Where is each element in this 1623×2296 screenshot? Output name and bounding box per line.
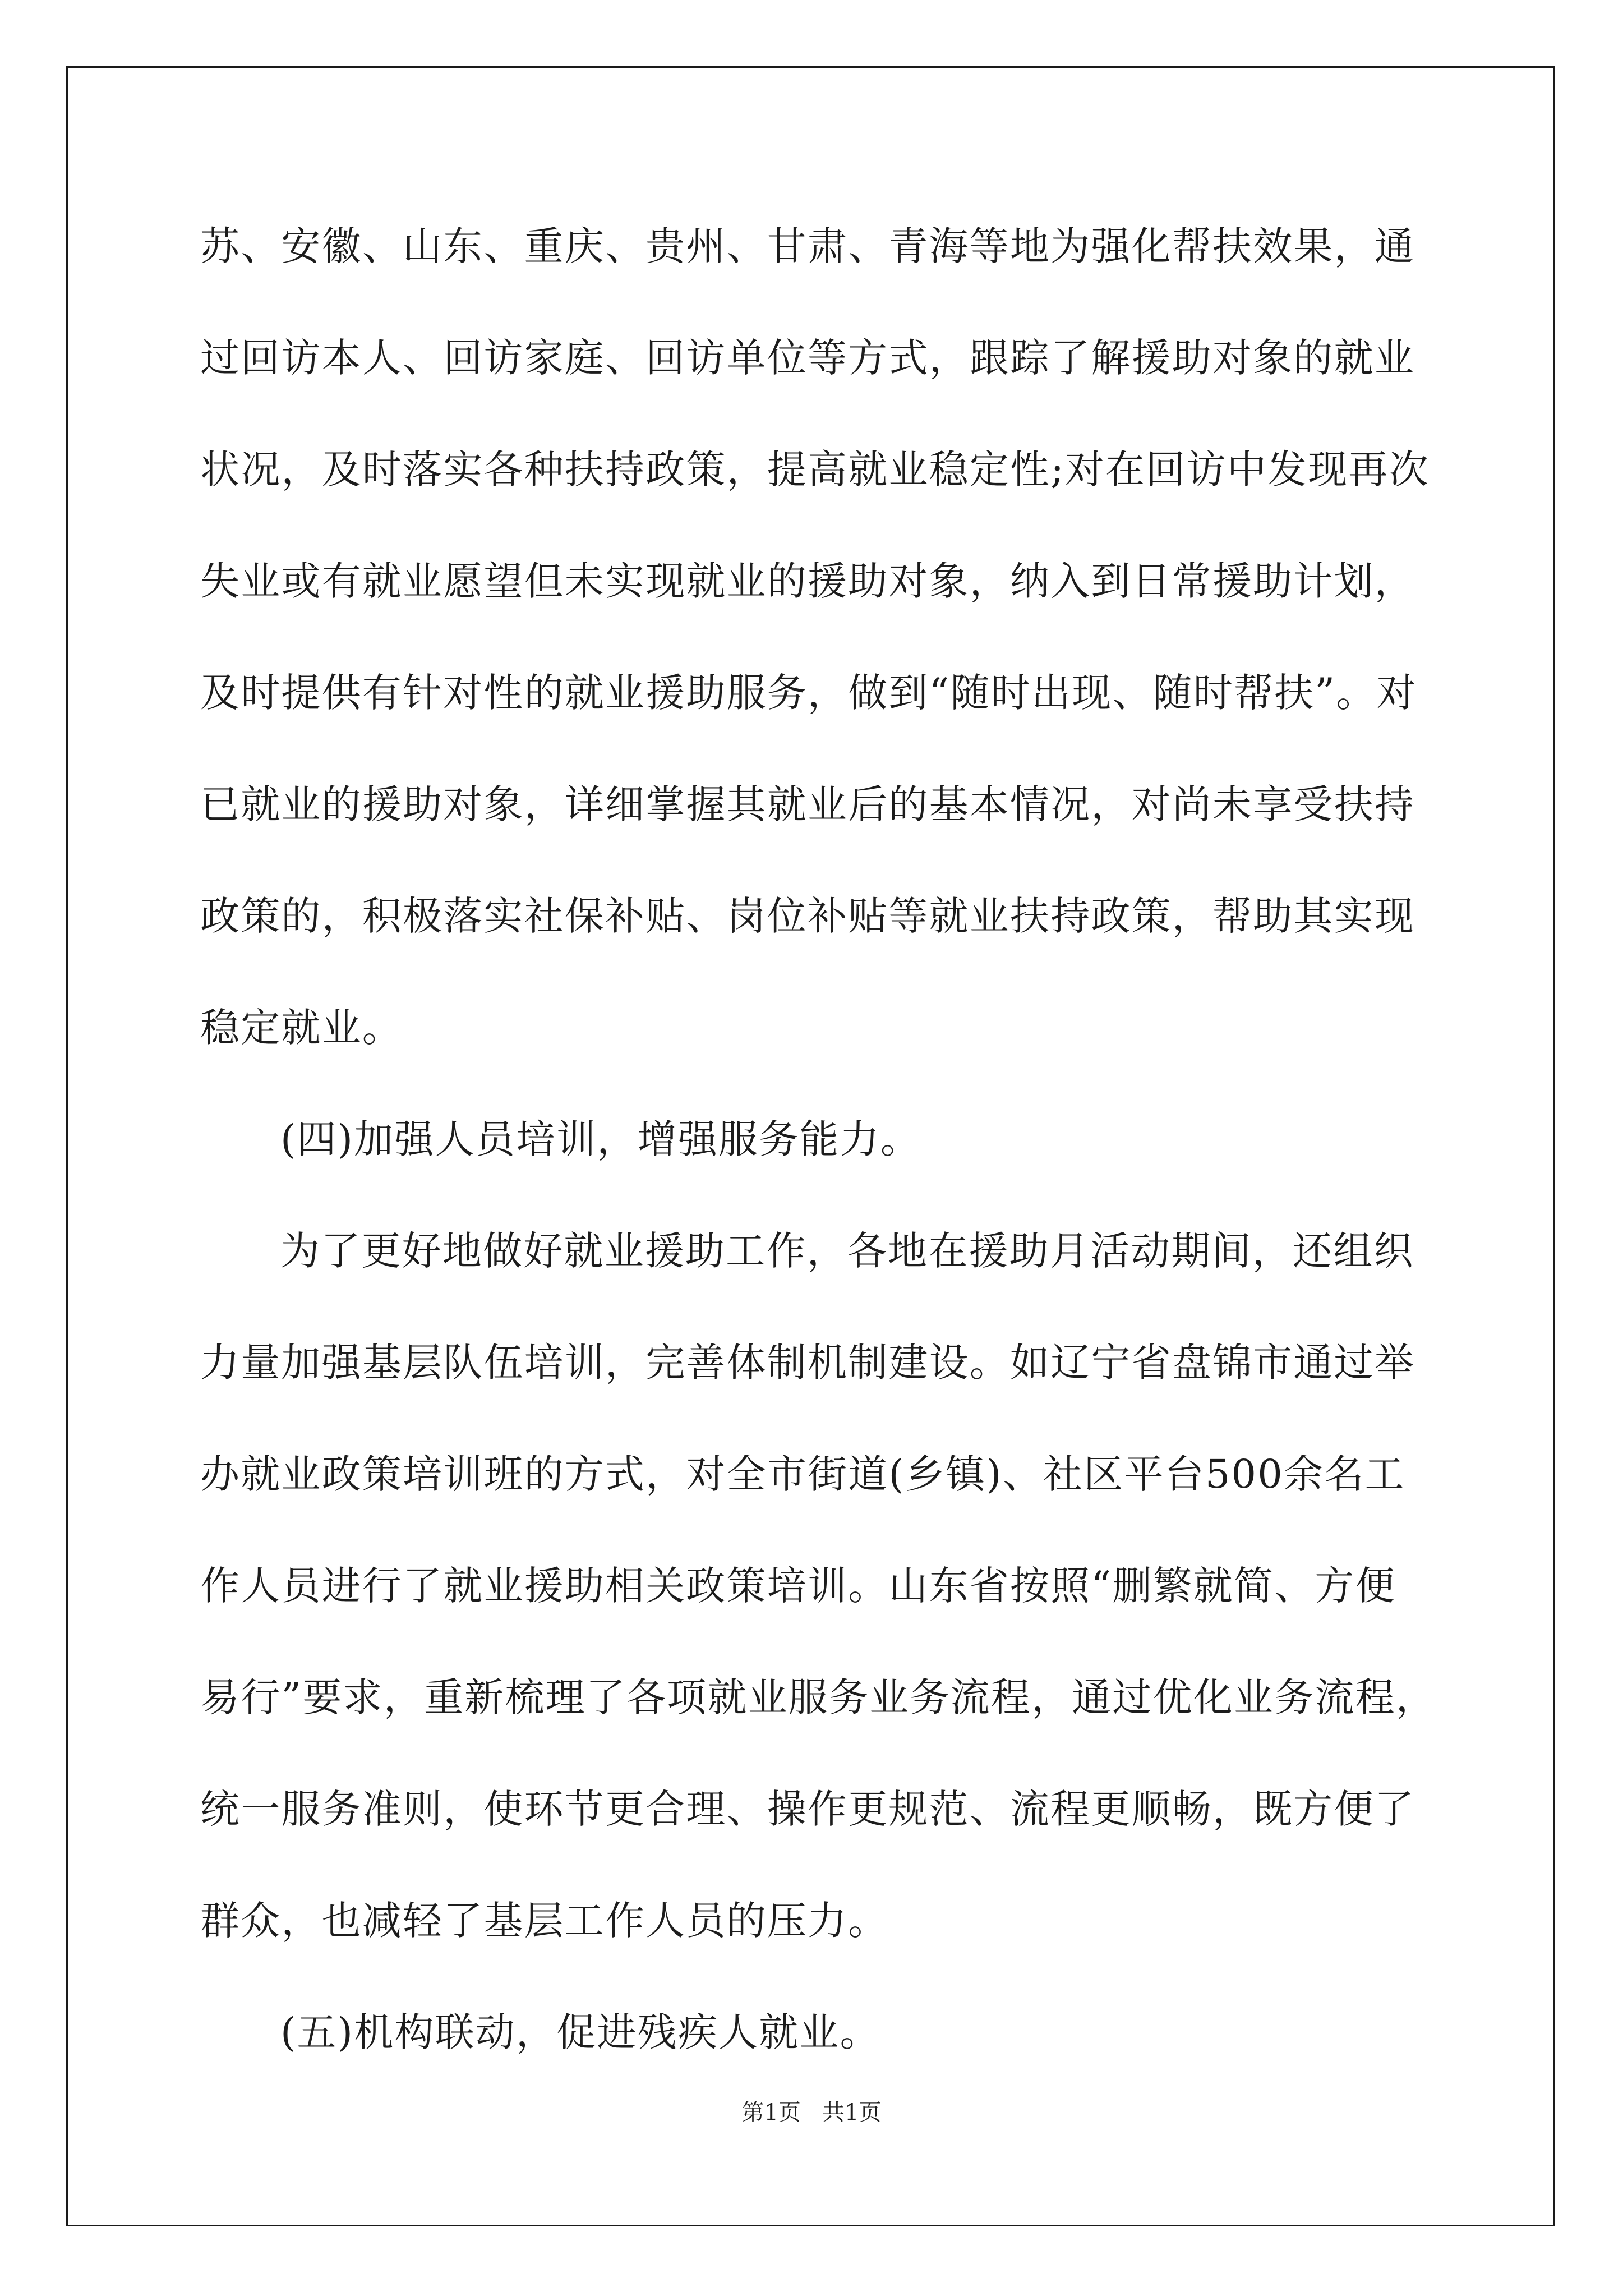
page-number-footer: 第1页 共1页 xyxy=(741,2100,882,2125)
section-heading: (五)机构联动，促进残疾人就业。 xyxy=(280,2009,880,2055)
text-line: 为了更好地做好就业援助工作，各地在援助月活动期间，还组织 xyxy=(280,1228,1414,1274)
text-line: 状况，及时落实各种扶持政策，提高就业稳定性;对在回访中发现再次 xyxy=(200,447,1430,493)
text-line: 过回访本人、回访家庭、回访单位等方式，跟踪了解援助对象的就业 xyxy=(200,335,1415,381)
text-line: 稳定就业。 xyxy=(200,1005,403,1051)
text-line: 作人员进行了就业援助相关政策培训。山东省按照“删繁就简、方便 xyxy=(200,1563,1396,1609)
text-line: 及时提供有针对性的就业援助服务，做到“随时出现、随时帮扶”。对 xyxy=(200,670,1417,716)
text-line: 苏、安徽、山东、重庆、贵州、甘肃、青海等地为强化帮扶效果，通 xyxy=(200,223,1415,269)
text-line: 易行”要求，重新梳理了各项就业服务业务流程，通过优化业务流程， xyxy=(200,1674,1436,1720)
text-line: 群众，也减轻了基层工作人员的压力。 xyxy=(200,1898,889,1944)
section-heading: (四)加强人员培训，增强服务能力。 xyxy=(280,1116,921,1162)
text-line: 失业或有就业愿望但未实现就业的援助对象，纳入到日常援助计划， xyxy=(200,558,1415,604)
text-line: 统一服务准则，使环节更合理、操作更规范、流程更顺畅，既方便了 xyxy=(200,1786,1415,1832)
text-line: 政策的，积极落实社保补贴、岗位补贴等就业扶持政策，帮助其实现 xyxy=(200,893,1415,939)
text-line: 已就业的援助对象，详细掌握其就业后的基本情况，对尚未享受扶持 xyxy=(200,781,1415,827)
text-line: 办就业政策培训班的方式，对全市街道(乡镇)、社区平台500余名工 xyxy=(200,1451,1405,1497)
text-line: 力量加强基层队伍培训，完善体制机制建设。如辽宁省盘锦市通过举 xyxy=(200,1340,1415,1386)
